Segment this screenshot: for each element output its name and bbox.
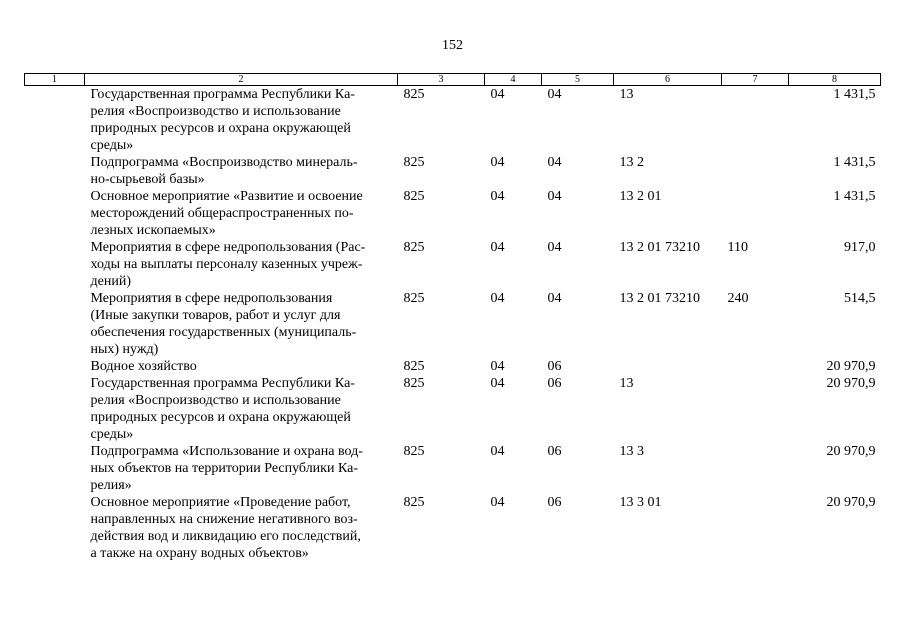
row-name-cell: Основное мероприятие «Проведение работ, направленных на снижение негативного воз- действия вод и ликвидацию его последствий, а также на охрану водных объектов» [90, 495, 361, 561]
row-name-cell: Подпрограмма «Использование и охрана вод- ных объектов на территории Республики Ка- релия» [90, 444, 363, 493]
row-expense-type-cell [722, 443, 789, 494]
budget-table [24, 73, 881, 562]
table-row [25, 375, 881, 443]
row-index-cell [25, 188, 85, 239]
row-index-cell [25, 154, 85, 188]
column-header-3: 3 [398, 74, 485, 86]
column-header-8: 8 [789, 74, 881, 86]
row-code-cell: 825 [403, 240, 425, 255]
row-section-cell: 04 [490, 87, 505, 102]
row-subsection-cell: 06 [547, 376, 562, 391]
row-amount-cell: 20 970,9 [826, 359, 876, 374]
row-target-article-cell [614, 358, 722, 375]
table-row [25, 290, 881, 358]
row-section-cell: 04 [490, 495, 505, 510]
row-subsection-cell: 06 [547, 359, 562, 374]
row-expense-type-cell [722, 494, 789, 562]
row-amount-cell: 20 970,9 [826, 444, 876, 459]
column-header-5: 5 [542, 74, 614, 86]
row-index-cell [25, 358, 85, 375]
row-expense-type-cell [722, 375, 789, 443]
row-name-cell: Государственная программа Республики Ка- релия «Воспроизводство и использование природных ресурсов и охрана окружающей среды» [90, 376, 355, 442]
row-subsection-cell: 06 [547, 495, 562, 510]
row-name-cell: Государственная программа Республики Ка- релия «Воспроизводство и использование природных ресурсов и охрана окружающей среды» [90, 87, 355, 153]
row-subsection-cell: 06 [547, 444, 562, 459]
row-section-cell: 04 [490, 376, 505, 391]
table-row [25, 443, 881, 494]
row-name-cell: Водное хозяйство [90, 359, 197, 374]
table-row [25, 86, 881, 155]
row-index-cell [25, 443, 85, 494]
row-index-cell [25, 494, 85, 562]
row-code-cell: 825 [403, 444, 425, 459]
row-amount-cell: 1 431,5 [833, 189, 876, 204]
row-expense-type-cell [722, 86, 789, 155]
row-name-cell: Мероприятия в сфере недропользования (Иные закупки товаров, работ и услуг для обеспечения государственных (муниципаль- ных) нужд) [90, 291, 357, 357]
column-header-7: 7 [722, 74, 789, 86]
row-subsection-cell: 04 [547, 240, 562, 255]
table-row [25, 188, 881, 239]
row-subsection-cell: 04 [547, 291, 562, 306]
table-body [25, 86, 881, 563]
table-row [25, 239, 881, 290]
row-code-cell: 825 [403, 291, 425, 306]
row-section-cell: 04 [490, 444, 505, 459]
row-name-cell: Подпрограмма «Воспроизводство минераль- но-сырьевой базы» [90, 155, 358, 187]
row-target-article-cell: 13 2 01 73210 [619, 291, 700, 306]
row-section-cell: 04 [490, 189, 505, 204]
column-header-6: 6 [614, 74, 722, 86]
row-expense-type-cell: 110 [727, 240, 748, 255]
row-amount-cell: 1 431,5 [833, 155, 876, 170]
column-header-2: 2 [85, 74, 398, 86]
row-amount-cell: 514,5 [844, 291, 876, 306]
row-code-cell: 825 [403, 155, 425, 170]
row-index-cell [25, 86, 85, 155]
row-code-cell: 825 [403, 376, 425, 391]
row-expense-type-cell: 240 [727, 291, 749, 306]
table-row [25, 494, 881, 562]
column-header-1: 1 [25, 74, 85, 86]
row-index-cell [25, 239, 85, 290]
row-section-cell: 04 [490, 240, 505, 255]
row-target-article-cell: 13 3 [619, 444, 644, 459]
row-code-cell: 825 [403, 87, 425, 102]
row-name-cell: Мероприятия в сфере недропользования (Рас- ходы на выплаты персоналу казенных учреж- дений) [90, 240, 366, 289]
row-index-cell [25, 375, 85, 443]
row-code-cell: 825 [403, 189, 425, 204]
row-target-article-cell: 13 [619, 87, 634, 102]
row-target-article-cell: 13 2 [619, 155, 644, 170]
row-target-article-cell: 13 [619, 376, 634, 391]
row-name-cell: Основное мероприятие «Развитие и освоение месторождений общераспространенных по- лезных ископаемых» [90, 189, 363, 238]
column-header-4: 4 [485, 74, 542, 86]
row-target-article-cell: 13 3 01 [619, 495, 662, 510]
row-target-article-cell: 13 2 01 [619, 189, 662, 204]
row-index-cell [25, 290, 85, 358]
row-section-cell: 04 [490, 359, 505, 374]
row-section-cell: 04 [490, 155, 505, 170]
row-expense-type-cell [722, 188, 789, 239]
row-code-cell: 825 [403, 359, 425, 374]
row-section-cell: 04 [490, 291, 505, 306]
row-amount-cell: 20 970,9 [826, 376, 876, 391]
row-target-article-cell: 13 2 01 73210 [619, 240, 700, 255]
row-subsection-cell: 04 [547, 155, 562, 170]
row-amount-cell: 20 970,9 [826, 495, 876, 510]
row-subsection-cell: 04 [547, 189, 562, 204]
row-expense-type-cell [722, 154, 789, 188]
row-amount-cell: 1 431,5 [833, 87, 876, 102]
table-row [25, 154, 881, 188]
column-number-row [25, 74, 881, 86]
row-code-cell: 825 [403, 495, 425, 510]
table-row [25, 358, 881, 375]
row-amount-cell: 917,0 [844, 240, 876, 255]
page-number: 152 [442, 38, 463, 53]
row-expense-type-cell [722, 358, 789, 375]
row-subsection-cell: 04 [547, 87, 562, 102]
